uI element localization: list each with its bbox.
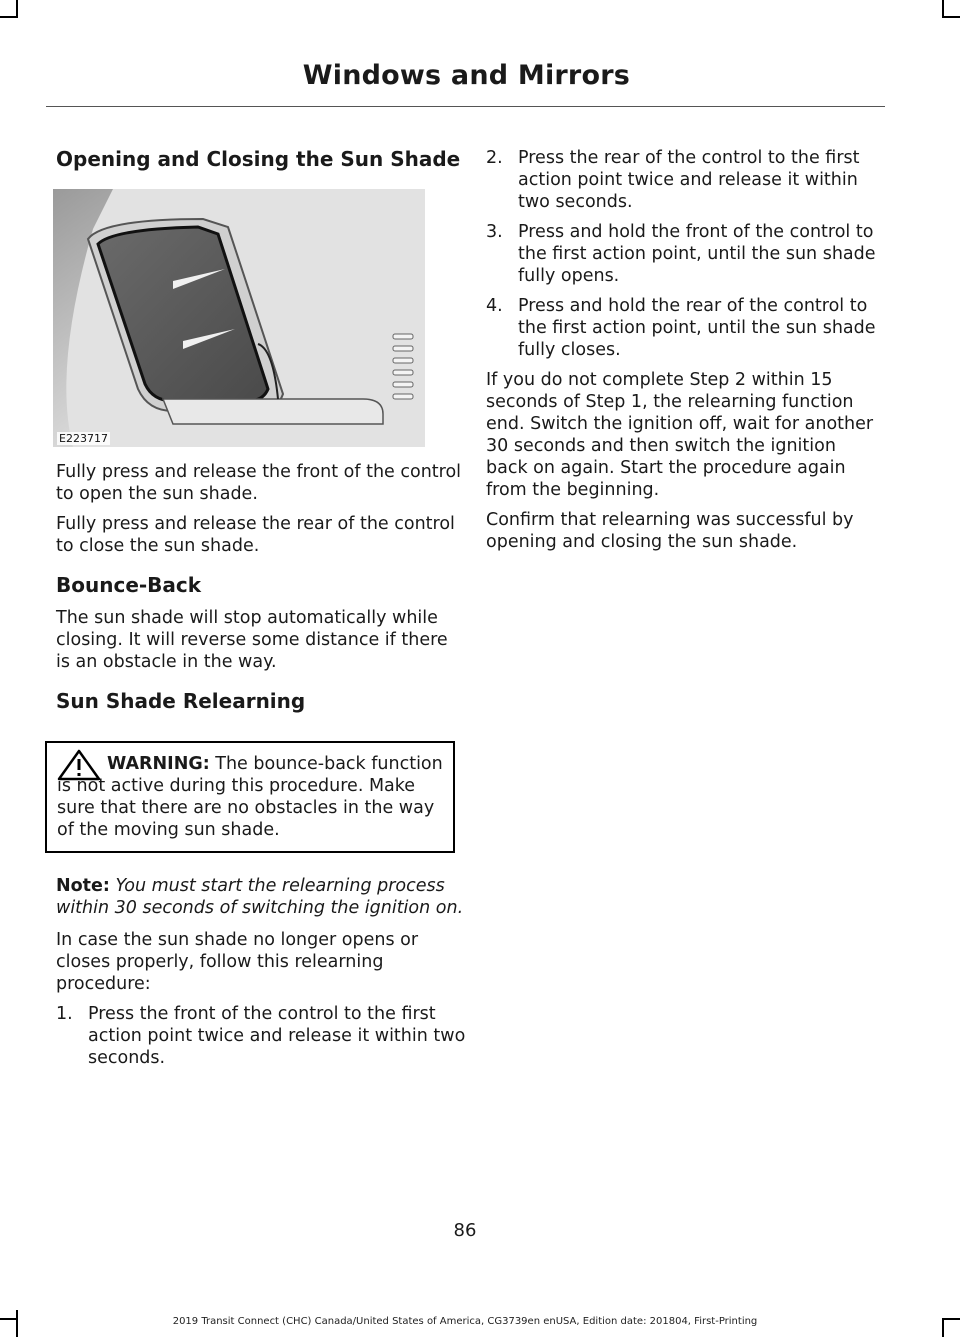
procedure-list — [486, 147, 880, 361]
section-heading: Opening and Closing the Sun Shade — [56, 147, 461, 171]
paragraph: In case the sun shade no longer opens or closes properly, follow this relearning procedure: — [56, 930, 419, 994]
step-number: 1. — [56, 1004, 73, 1024]
paragraph: Fully press and release the rear of the control to close the sun shade. — [56, 514, 455, 556]
crop-mark — [942, 1318, 960, 1320]
warning-content — [57, 753, 443, 841]
step-text: Press the rear of the control to the first action point twice and release it within two seconds. — [518, 148, 860, 212]
sun-shade-control-image — [53, 189, 425, 447]
step-number: 3. — [486, 222, 503, 242]
step-text: Press and hold the rear of the control to the first action point, until the sun shade fully closes. — [518, 296, 876, 360]
note-text: You must start the relearning process within 30 seconds of switching the ignition on. — [56, 876, 464, 918]
step-number: 4. — [486, 296, 503, 316]
paragraph: Confirm that relearning was successful by opening and closing the sun shade. — [486, 510, 854, 552]
list-item — [486, 147, 880, 213]
note-label: Note: — [56, 876, 110, 896]
section-heading: Sun Shade Relearning — [56, 689, 306, 713]
warning-label: WARNING: — [107, 754, 210, 774]
footer-text: 2019 Transit Connect (CHC) Canada/United States of America, CG3739en enUSA, Edition date: 201804, First-Printing — [172, 1316, 758, 1327]
step-number: 2. — [486, 148, 503, 168]
procedure-list — [56, 1003, 466, 1069]
figure-code: E223717 — [59, 432, 108, 445]
list-item — [56, 1003, 466, 1069]
warning-text: The bounce-back function is not active during this procedure. Make sure that there are no obstacles in the way of the moving sun shade. — [57, 754, 443, 840]
list-item — [486, 295, 880, 361]
header-divider — [46, 106, 885, 107]
note — [56, 875, 466, 919]
paragraph: The sun shade will stop automatically while closing. It will reverse some distance if there is an obstacle in the way. — [56, 608, 448, 672]
page-title: Windows and Mirrors — [302, 60, 630, 91]
sun-shade-control-illustration — [53, 189, 425, 447]
warning-box — [45, 741, 455, 853]
crop-mark — [942, 1318, 944, 1337]
crop-mark — [942, 16, 960, 18]
page-number: 86 — [453, 1220, 477, 1241]
step-text: Press the front of the control to the first action point twice and release it within two seconds. — [88, 1004, 466, 1068]
right-column — [486, 147, 880, 553]
paragraph: If you do not complete Step 2 within 15 seconds of Step 1, the relearning function end. Switch the ignition off, wait for another 30 seconds and then switch the ignition back on again. Start the procedure again from the beginning. — [486, 370, 874, 500]
step-text: Press and hold the front of the control to the first action point, until the sun shade fully opens. — [518, 222, 876, 286]
list-item — [486, 221, 880, 287]
paragraph: Fully press and release the front of the control to open the sun shade. — [56, 462, 462, 504]
left-column — [56, 147, 466, 1069]
warning-triangle-icon — [57, 749, 101, 781]
crop-mark — [0, 16, 18, 18]
section-heading: Bounce-Back — [56, 573, 202, 597]
